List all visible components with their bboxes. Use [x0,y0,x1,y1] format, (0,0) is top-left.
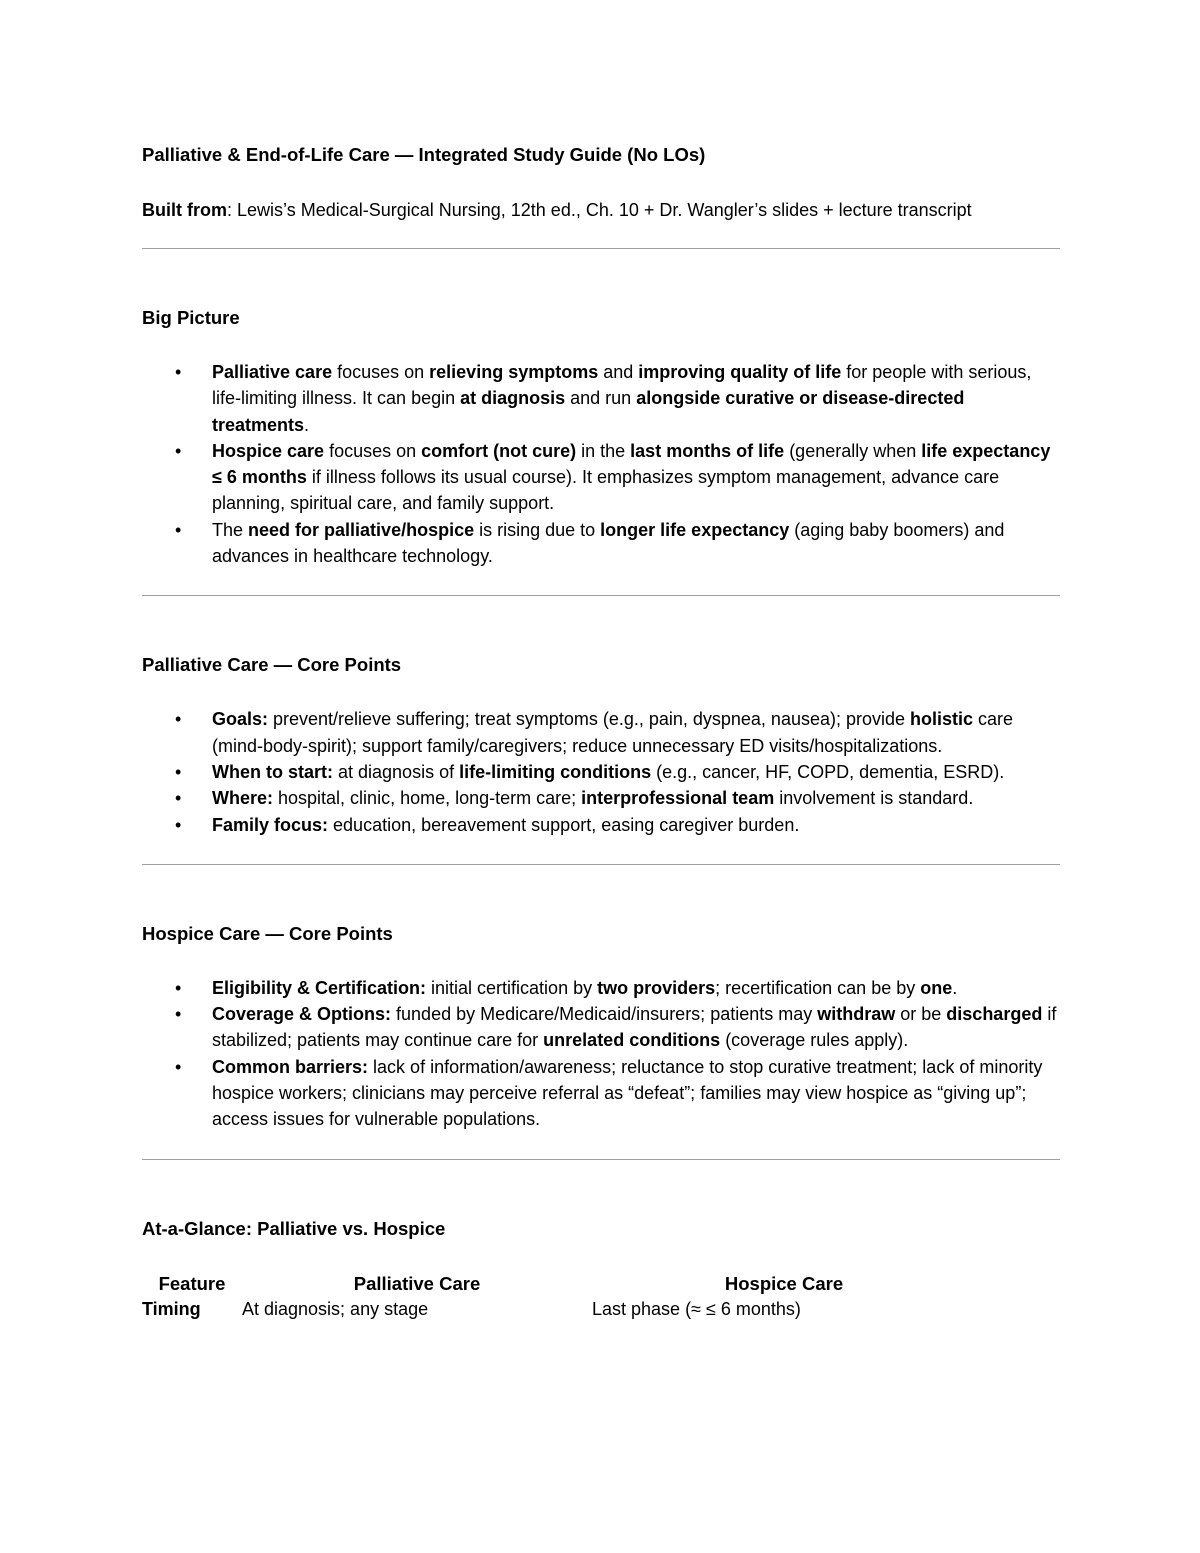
text-run: (e.g., cancer, HF, COPD, dementia, ESRD). [651,761,1005,782]
term-eligibility-certification: Eligibility & Certification: [212,977,427,998]
term-interprofessional-team: interprofessional team [581,788,775,809]
term-when-to-start: When to start: [212,761,333,782]
term-family-focus: Family focus: [212,814,329,835]
term-two-providers: two providers [597,977,716,998]
term-relieving-symptoms: relieving symptoms [429,362,599,382]
palliative-core-list [142,706,1060,837]
text-run: and run [565,388,637,409]
table-cell-palliative: At diagnosis; any stage [242,1298,429,1319]
text-run: focuses on [332,362,430,382]
list-item [212,759,1060,785]
text-run: . [952,977,958,998]
list-item [212,359,1060,438]
text-run: ; recertification can be by [715,977,921,998]
text-run: if illness follows its usual course). It emphasizes symptom management, advance care planning, spiritual care, and family support. [212,467,1000,514]
term-life-expectancy: life expectancy ≤ 6 months [212,440,1051,488]
text-run: for people with serious, life-limiting illness. It can begin [212,362,1032,409]
section-heading-at-a-glance: At-a-Glance: Palliative vs. Hospice [142,1217,446,1239]
text-run: at diagnosis of [333,761,460,782]
section-divider [142,595,1060,596]
text-run: or be [895,1004,947,1025]
text-run: is rising due to [474,519,601,540]
big-picture-list [142,359,1060,569]
text-run: (coverage rules apply). [720,1030,909,1051]
term-alongside-curative: alongside curative or disease-directed treatments [212,388,965,435]
term-common-barriers: Common barriers: [212,1056,369,1077]
text-run: education, bereavement support, easing caregiver burden. [328,814,800,835]
text-run: focuses on [324,440,422,461]
built-from-line [142,197,1060,223]
term-one: one [920,977,953,998]
text-run: . [304,414,310,435]
text-run: (generally when [784,440,922,461]
term-longer-life-expectancy: longer life expectancy [600,519,790,540]
text-run: lack of information/awareness; reluctance to stop curative treatment; lack of minority hospice workers; clinicians may perceive referral as “defeat”; families may view hospice as “giving up”; access issues for vulnerable populations. [212,1056,1043,1130]
section-heading-hospice-core: Hospice Care — Core Points [142,922,393,944]
term-where: Where: [212,788,274,809]
term-quality-of-life: improving quality of life [638,362,842,382]
term-at-diagnosis: at diagnosis [460,388,566,409]
section-heading-big-picture: Big Picture [142,307,240,328]
term-last-months-of-life: last months of life [630,440,785,461]
text-run: if stabilized; patients may continue care for [212,1004,1057,1051]
document-title: Palliative & End-of-Life Care — Integrated Study Guide (No LOs) [142,144,706,165]
list-item [212,812,1060,838]
column-header-hospice: Hospice Care [724,1272,844,1294]
term-palliative-care: Palliative care [212,362,333,382]
table-header-row [142,1269,976,1299]
comparison-table [142,1269,976,1329]
table-row [142,1299,976,1329]
section-heading-palliative-core: Palliative Care — Core Points [142,654,402,676]
list-item [212,517,1060,570]
text-run: care (mind-body-spirit); support family/caregivers; reduce unnecessary ED visits/hospitalizations. [212,709,1014,756]
column-header-feature: Feature [158,1272,226,1294]
term-unrelated-conditions: unrelated conditions [543,1030,721,1051]
hospice-core-list [142,975,1060,1133]
table-cell-hospice: Last phase (≈ ≤ 6 months) [592,1298,801,1319]
list-item [212,1054,1060,1133]
text-run: prevent/relieve suffering; treat symptoms (e.g., pain, dyspnea, nausea); provide [268,709,911,730]
text-run: in the [576,440,631,461]
section-divider [142,248,1060,249]
built-from-label: Built from [142,200,227,220]
list-item [212,438,1060,517]
term-comfort-not-cure: comfort (not cure) [421,440,577,461]
table-cell-feature: Timing [142,1298,201,1319]
text-run: (aging baby boomers) and advances in healthcare technology. [212,519,1005,567]
term-hospice-care: Hospice care [212,440,325,461]
text-run: initial certification by [426,977,598,998]
term-coverage-options: Coverage & Options: [212,1004,392,1025]
column-header-palliative: Palliative Care [353,1272,481,1294]
section-divider [142,864,1060,865]
text-run: involvement is standard. [774,788,974,809]
text-run: The [212,519,249,540]
document-content [142,142,1060,1329]
built-from-text: : Lewis’s Medical-Surgical Nursing, 12th ed., Ch. 10 + Dr. Wangler’s slides + lecture transcript [227,200,972,220]
list-item [212,975,1060,1001]
text-run: funded by Medicare/Medicaid/insurers; patients may [391,1004,818,1025]
term-need-palliative-hospice: need for palliative/hospice [248,519,475,540]
term-life-limiting-conditions: life-limiting conditions [459,761,652,782]
list-item [212,1001,1060,1054]
section-divider [142,1159,1060,1160]
term-discharged: discharged [946,1004,1043,1025]
term-holistic: holistic [910,709,974,730]
text-run: and [598,362,639,382]
term-goals: Goals: [212,709,269,730]
text-run: hospital, clinic, home, long-term care; [273,788,582,809]
term-withdraw: withdraw [817,1004,896,1025]
list-item [212,785,1060,811]
list-item [212,706,1060,759]
